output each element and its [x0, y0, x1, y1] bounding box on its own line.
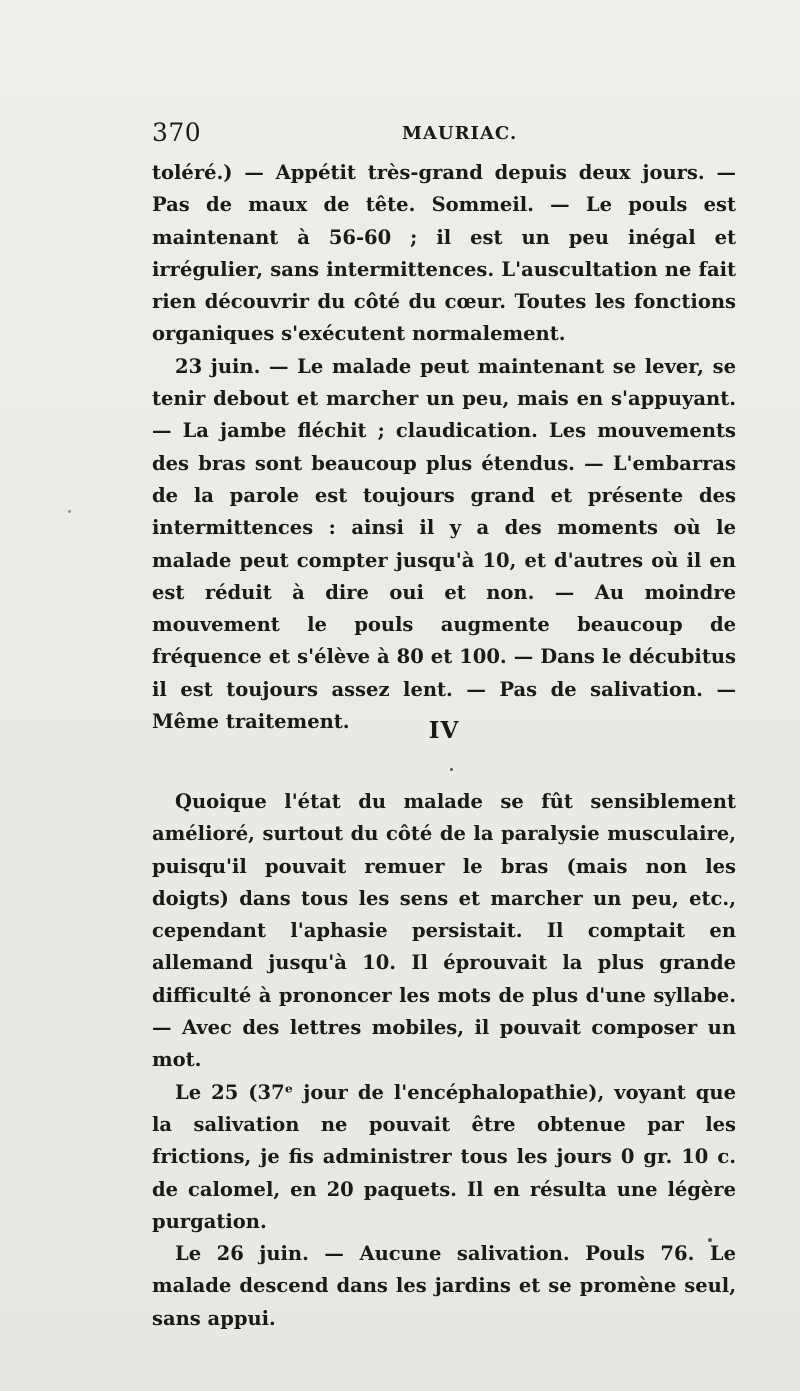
page-number: 370: [152, 118, 202, 147]
running-head: MAURIAC.: [402, 123, 518, 144]
text-block-section-iv: [152, 786, 736, 1335]
page-header: [152, 118, 736, 154]
paragraph: Le 25 (37ᵉ jour de l'encéphalopathie), voyant que la salivation ne pouvait être obtenue par les frictions, je fis administrer tous les jours 0 gr. 10 c. de calomel, en 20 paquets. Il en résulta une légère purgation.: [152, 1080, 736, 1233]
paragraph: Le 26 juin. — Aucune salivation. Pouls 76. Le malade descend dans les jardins et se promène seul, sans appui.: [152, 1242, 736, 1330]
paragraph: 23 juin. — Le malade peut maintenant se lever, se tenir debout et marcher un peu, mais en s'appuyant. — La jambe fléchit ; claudication. Les mouvements des bras sont beaucoup plus étendus. — L'embarras de la parole est toujours grand et présente des intermittences : ainsi il y a des moments où le malade peut compter jusqu'à 10, et d'autres où il en est réduit à dire oui et non. — Au moindre mouvement le pouls augmente beaucoup de fréquence et s'élève à 80 et 100. — Dans le décubitus il est toujours assez lent. — Pas de salivation. — Même traitement.: [152, 354, 736, 734]
paragraph: toléré.) — Appétit très-grand depuis deux jours. — Pas de maux de tête. Sommeil. — Le pouls est maintenant à 56-60 ; il est un peu inégal et irrégulier, sans intermittences. L'auscultation ne fait rien découvrir du côté du cœur. Toutes les fonctions organiques s'exécutent normalement.: [152, 161, 736, 346]
ink-speck: [450, 768, 453, 771]
ink-speck: [708, 1238, 712, 1242]
section-heading: IV: [428, 717, 460, 744]
text-block-continuation: [152, 157, 736, 738]
ink-speck: [68, 510, 71, 513]
paragraph: Quoique l'état du malade se fût sensiblement amélioré, surtout du côté de la paralysie musculaire, puisqu'il pouvait remuer le bras (mais non les doigts) dans tous les sens et marcher un peu, etc., cependant l'aphasie persistait. Il comptait en allemand jusqu'à 10. Il éprouvait la plus grande difficulté à prononcer les mots de plus d'une syllabe. — Avec des lettres mobiles, il pouvait composer un mot.: [152, 790, 736, 1072]
